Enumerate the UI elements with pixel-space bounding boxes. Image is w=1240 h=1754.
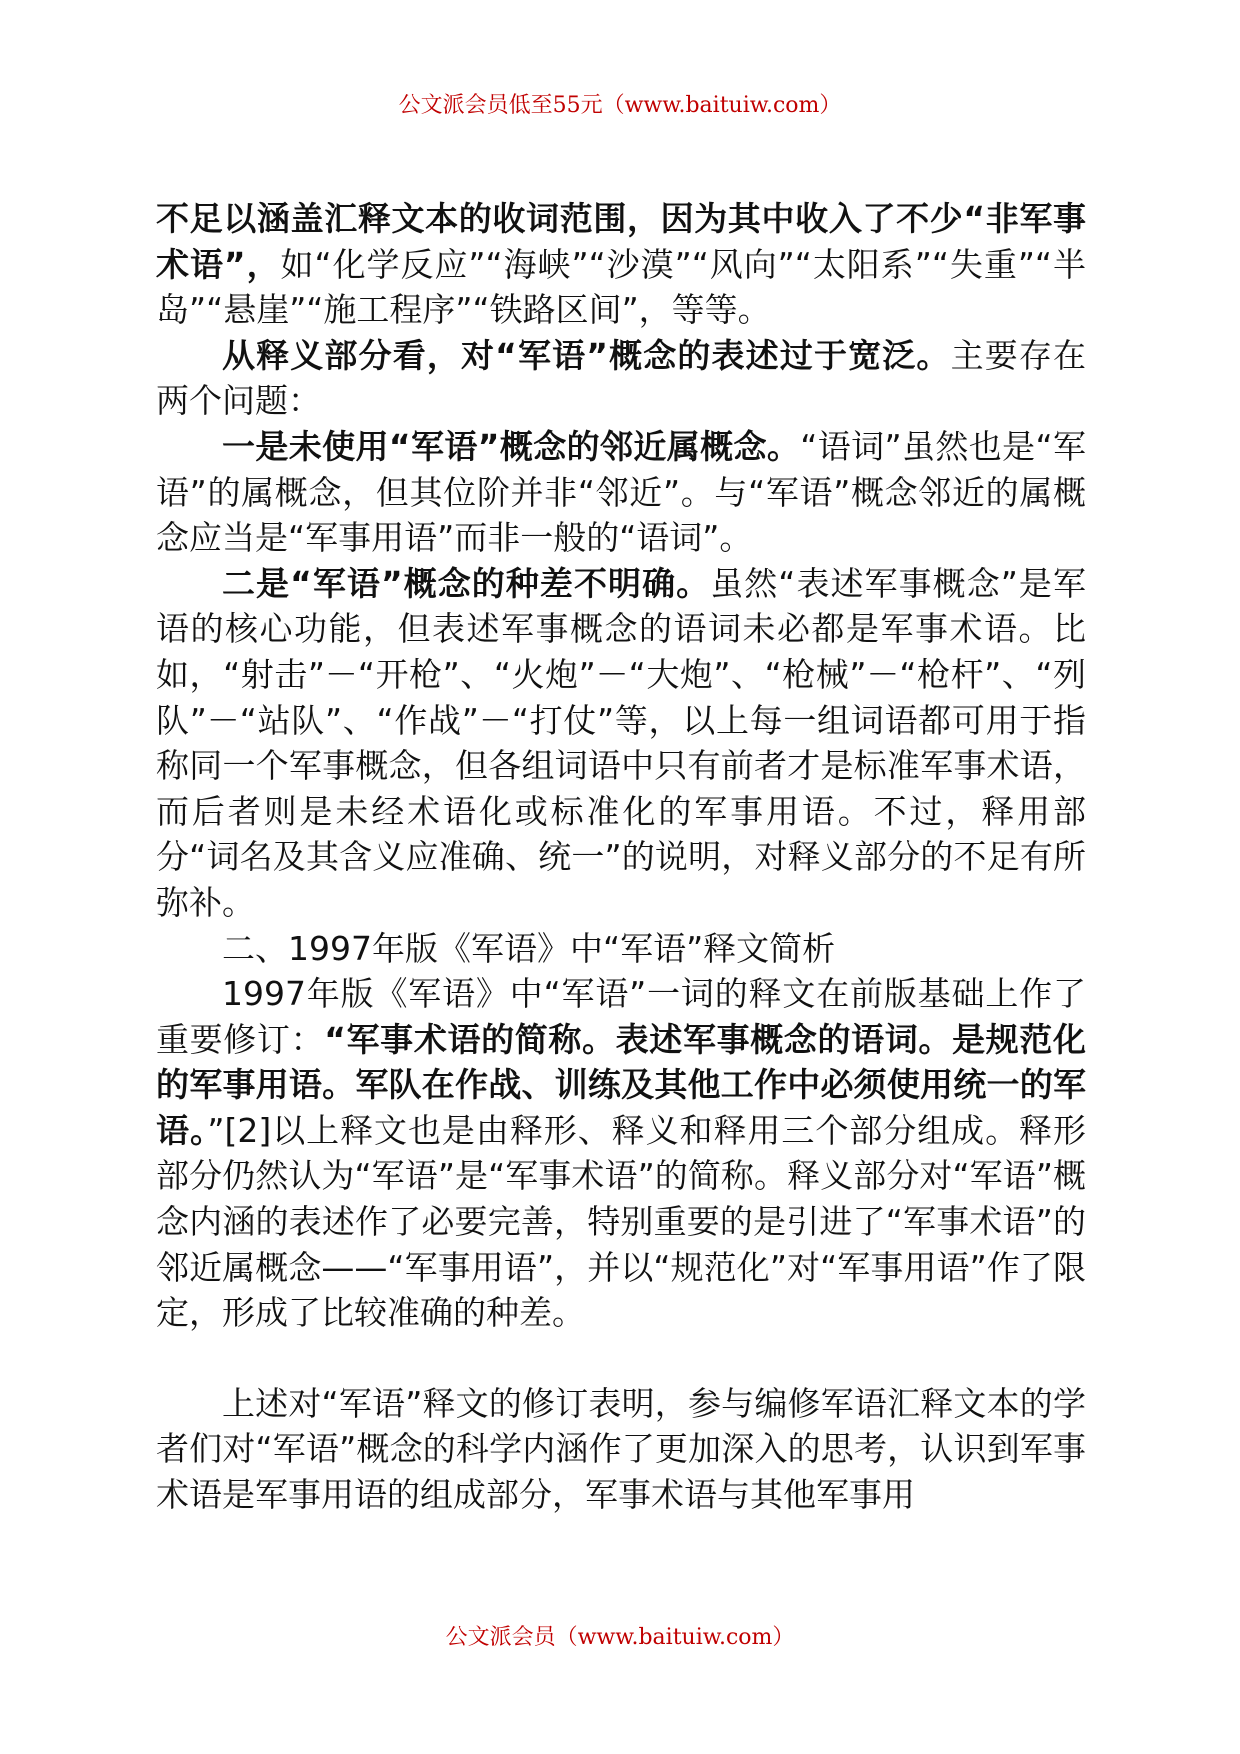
body-text: 虽然“表述军事概念”是军语的核心功能，但表述军事概念的语词未必都是军事术语。比如，“射击”－“开枪”、“火炮”－“大炮”、“枪械”－“枪杆”、“列队”－“站队”、“作战”－“打仗”等，以上每一组词语都可用于指称同一个军事概念，但各组词语中只有前者才是标准军事术语，而后者则是未经术语化或标准化的军事用语。不过，释用部分“词名及其含义应准确、统一”的说明，对释义部分的不足有所弥补。 <box>156 563 1086 922</box>
bold-text: 二是“军语”概念的种差不明确。 <box>222 563 711 603</box>
paragraph <box>156 561 1086 926</box>
paragraph <box>156 424 1086 561</box>
bold-text: “军事术语的简称。表述军事概念的语词。是规范化的军事用语。军队在作战、训练及其他工作中必须使用统一的军语。 <box>156 1019 1086 1150</box>
paragraph <box>156 333 1086 424</box>
bold-text: 从释义部分看，对“军语”概念的表述过于宽泛。 <box>222 335 951 375</box>
body-text: 如“化学反应”“海峡”“沙漠”“风向”“太阳系”“失重”“半岛”“悬崖”“施工程序”“铁路区间”，等等。 <box>156 244 1086 330</box>
page-header: 公文派会员低至55元（www.baituiw.com） <box>398 93 842 118</box>
body-text: ”[2]以上释文也是由释形、释义和释用三个部分组成。释形部分仍然认为“军语”是“军事术语”的简称。释义部分对“军语”概念内涵的表述作了必要完善，特别重要的是引进了“军事术语”的邻近属概念——“军事用语”，并以“规范化”对“军事用语”作了限定，形成了比较准确的种差。 <box>156 1110 1087 1333</box>
body-text: 主要存在两个问题： <box>156 335 1086 421</box>
bold-text: 一是未使用“军语”概念的邻近属概念。 <box>222 426 801 466</box>
page-footer: 公文派会员（www.baituiw.com） <box>445 1625 795 1650</box>
body-text: “语词”虽然也是“军语”的属概念，但其位阶并非“邻近”。与“军语”概念邻近的属概念应当是“军事用语”而非一般的“语词”。 <box>156 426 1086 558</box>
section-heading: 二、1997年版《军语》中“军语”释文简析 <box>222 928 836 968</box>
bold-text: 不足以涵盖汇释文本的收词范围，因为其中收入了不少“非军事术语”， <box>156 199 1086 284</box>
paragraph: 上述对“军语”释文的修订表明，参与编修军语汇释文本的学者们对“军语”概念的科学内涵作了更加深入的思考，认识到军事术语是军事用语的组成部分，军事术语与其他军事用 <box>156 1383 1086 1515</box>
document-body <box>156 196 1086 1518</box>
paragraph-gap <box>156 1336 1086 1381</box>
paragraph <box>156 971 1086 1336</box>
paragraph <box>156 196 1086 333</box>
body-text: 1997年版《军语》中“军语”一词的释文在前版基础上作了重要修订： <box>156 974 1086 1059</box>
